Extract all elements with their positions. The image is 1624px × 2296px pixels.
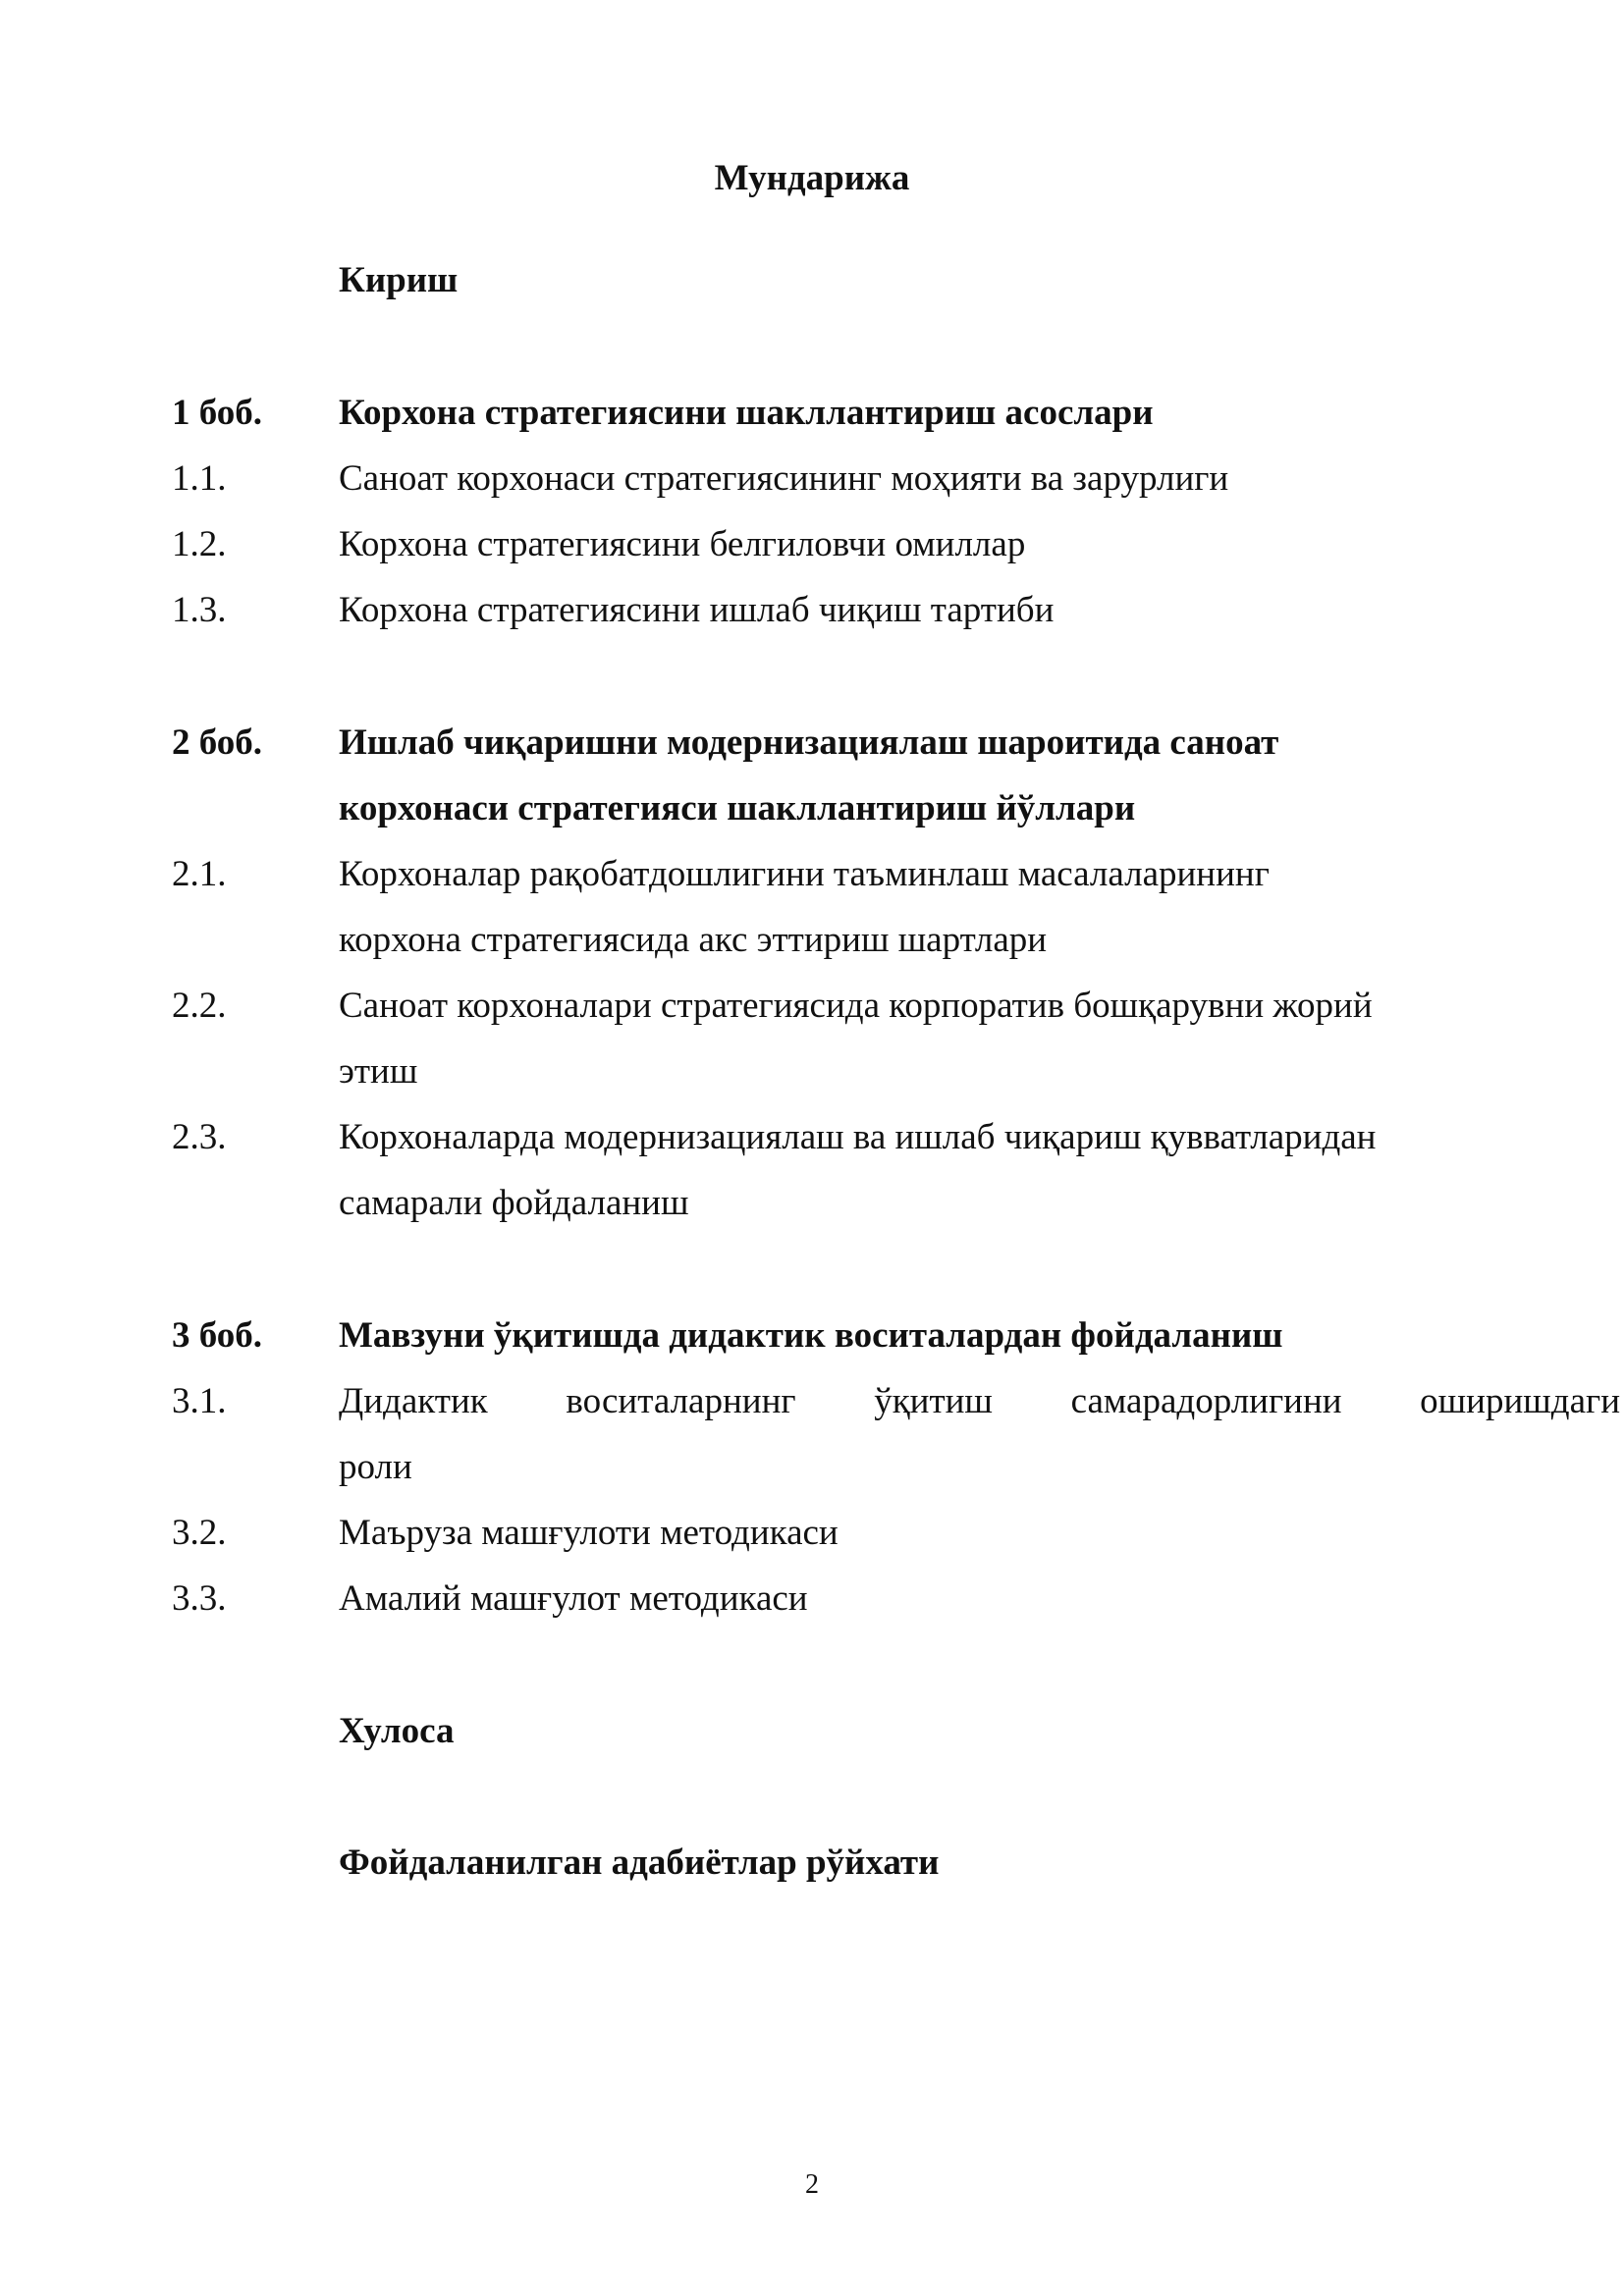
item-text: Корхона стратегиясини ишлаб чиқиш тартиби [339, 590, 1055, 630]
toc-title: Мундарижа [714, 158, 910, 198]
chapter-number: 3 боб. [172, 1315, 263, 1356]
item-text-line-1: Дидактик воситаларнинг ўқитиш самарадорлигини оширишдаги [339, 1381, 1620, 1421]
item-text: Амалий машғулот методикаси [339, 1578, 808, 1619]
chapter-title: Корхона стратегиясини шакллантириш асослари [339, 393, 1154, 433]
chapter-title: Мавзуни ўқитишда дидактик воситалардан фойдаланиш [339, 1315, 1283, 1356]
item-number: 1.3. [172, 590, 227, 630]
item-number: 2.3. [172, 1117, 227, 1157]
item-number: 3.1. [172, 1381, 227, 1421]
item-text: Маъруза машғулоти методикаси [339, 1513, 839, 1553]
item-number: 2.2. [172, 986, 227, 1026]
chapter-number: 2 боб. [172, 722, 263, 763]
page-number: 2 [805, 2169, 819, 2200]
item-number: 1.1. [172, 458, 227, 499]
item-text-line-1: Саноат корхоналари стратегиясида корпоратив бошқарувни жорий [339, 986, 1373, 1026]
item-number: 3.3. [172, 1578, 227, 1619]
item-text-line-2: самарали фойдаланиш [339, 1183, 689, 1223]
item-text: Саноат корхонаси стратегиясининг моҳияти ва зарурлиги [339, 458, 1229, 499]
item-number: 1.2. [172, 524, 227, 564]
item-number: 3.2. [172, 1513, 227, 1553]
item-text-line-2: этиш [339, 1051, 418, 1092]
conclusion-label: Хулоса [339, 1711, 455, 1751]
intro-label: Кириш [339, 260, 459, 300]
item-text-line-2: роли [339, 1447, 412, 1487]
item-number: 2.1. [172, 854, 227, 894]
chapter-title-line-2: корхонаси стратегияси шакллантириш йўллари [339, 788, 1136, 828]
item-text-line-1: Корхоналарда модернизациялаш ва ишлаб чиқариш қувватларидан [339, 1117, 1377, 1157]
chapter-title-line-1: Ишлаб чиқаришни модернизациялаш шароитида саноат [339, 722, 1279, 763]
chapter-number: 1 боб. [172, 393, 263, 433]
item-text-line-2: корхона стратегиясида акс эттириш шартлари [339, 920, 1048, 960]
item-text: Корхона стратегиясини белгиловчи омиллар [339, 524, 1026, 564]
item-text-line-1: Корхоналар рақобатдошлигини таъминлаш масалаларининг [339, 854, 1270, 894]
references-label: Фойдаланилган адабиётлар рўйхати [339, 1842, 940, 1883]
